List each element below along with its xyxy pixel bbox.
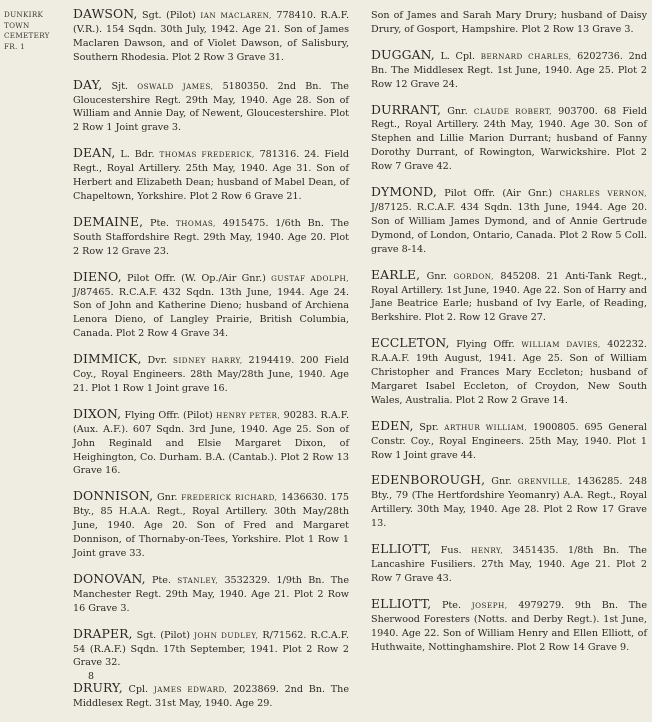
casualty-entry: [371, 103, 647, 175]
given-names: FREDERICK RICHARD,: [181, 493, 278, 503]
given-names: SIDNEY HARRY,: [173, 356, 243, 366]
surname: DURRANT,: [371, 101, 442, 117]
surname: DONNISON,: [73, 488, 154, 504]
surname: DIENO,: [73, 268, 122, 284]
casualty-entry: [73, 681, 349, 711]
rank: Spr.: [413, 421, 445, 433]
casualty-entry: [371, 597, 647, 655]
casualty-entry: [73, 489, 349, 561]
given-names: GRENVILLE,: [517, 477, 571, 487]
entry-details: 6202736. 2nd Bn. The Middlesex Regt. 1st June, 1940. Age 25. Plot 2 Row 12 Grave 24.: [371, 50, 647, 90]
entry-details: J/87465. R.C.A.F. 432 Sqdn. 13th June, 1944. Age 24. Son of John and Katherine Dieno; husband of Archiena Lenora Dieno, of Langley Prairie, British Columbia, Canada. Plot 2 Row 4 Grave 34.: [73, 286, 349, 340]
casualty-entry: [371, 48, 647, 92]
surname: EDENBOROUGH,: [371, 472, 486, 488]
casualty-entry: [73, 146, 349, 204]
casualty-entry: [73, 270, 349, 342]
entry-details: 4915475. 1/6th Bn. The South Staffordshire Regt. 29th May, 1940. Age 20. Plot 2 Row 12 Grave 23.: [73, 217, 350, 257]
surname: DRURY,: [73, 680, 123, 696]
surname: DONOVAN,: [73, 570, 146, 586]
rank: Pte.: [145, 574, 178, 586]
location-line: DUNKIRK: [4, 10, 44, 19]
rank: Cpl.: [122, 684, 154, 696]
casualty-entry-continued: [371, 7, 647, 37]
given-names: JAMES EDWARD,: [153, 685, 228, 695]
entry-details: 845208. 21 Anti-Tank Regt., Royal Artillery. 1st June, 1940. Age 22. Son of Harry and Jane Beatrice Earle; husband of Ivy Earle, of Reading, Berkshire. Plot 2. Row 12 Grave 27.: [371, 270, 647, 324]
given-names: GORDON,: [453, 271, 494, 281]
entry-details: 90283. R.A.F. (Aux. A.F.). 607 Sqdn. 3rd June, 1940. Age 25. Son of John Reginald and Elsie Margaret Dixon, of Heighington, Co. Durham. B.A. (Cantab.). Plot 2 Row 13 Grave 16.: [73, 409, 350, 477]
given-names: THOMAS FREDERICK,: [159, 150, 255, 160]
rank: Pte.: [431, 599, 472, 611]
surname: DIXON,: [73, 405, 122, 421]
given-names: JOSEPH,: [471, 600, 508, 610]
location-line: CEMETERY: [4, 31, 50, 40]
surname: DRAPER,: [73, 625, 133, 641]
entry-details: 1436630. 175 Bty., 85 H.A.A. Regt., Royal Artillery. 30th May/28th June, 1940. Age 20. Son of Fred and Margaret Donnison, of Thornaby-on-Tees, Yorkshire. Plot 1 Row 1 Joint grave 33.: [73, 492, 349, 559]
given-names: HENRY PETER,: [216, 410, 281, 420]
entry-details: 1436285. 248 Bty., 79 (The Hertfordshire Yeomanry) A.A. Regt., Royal Artillery. 30th May, 1940. Age 28. Plot 2 Row 17 Grave 13.: [371, 476, 647, 530]
casualty-entry: [371, 542, 647, 586]
rank: Gnr.: [153, 492, 182, 504]
casualty-entry: [73, 7, 349, 65]
given-names: WILLIAM DAVIES,: [521, 340, 601, 350]
surname: DAY,: [73, 76, 103, 92]
entry-details: 4979279. 9th Bn. The Sherwood Foresters (Notts. and Derby Regt.). 1st June, 1940. Age 22. Son of William Henry and Ellen Elliott, of Huthwaite, Nottinghamshire. Plot 2 Row 14 Grave 9.: [371, 599, 647, 653]
rank: Sgt. (Pilot): [137, 10, 201, 21]
entry-details: 781316. 24. Field Regt., Royal Artillery. 25th May, 1940. Age 31. Son of Herbert and Elizabeth Dean; husband of Mabel Dean, of Chapeltown, Yorkshire. Plot 2 Row 6 Grave 21.: [73, 149, 349, 202]
entry-details: 1900805. 695 General Constr. Coy., Royal Engineers. 25th May, 1940. Plot 1 Row 1 Joint grave 44.: [371, 421, 647, 461]
entry-details: Son of James and Sarah Mary Drury; husband of Daisy Drury, of Gosport, Hampshire. Plot 2 Row 13 Grave 3.: [371, 10, 647, 35]
rank: L. Cpl.: [434, 50, 481, 62]
given-names: CLAUDE ROBERT,: [473, 106, 552, 116]
surname: DEMAINE,: [73, 213, 144, 229]
rank: Flying Offr.: [449, 339, 522, 351]
given-names: STANLEY,: [177, 575, 219, 585]
given-names: IAN MACLAREN,: [200, 11, 272, 20]
cemetery-location: [4, 10, 50, 52]
entry-details: R/71562. R.C.A.F. 54 (R.A.F.) Sqdn. 17th September, 1941. Plot 2 Row 2 Grave 32.: [73, 629, 349, 669]
given-names: GUSTAF ADOLPH,: [271, 273, 350, 283]
given-names: BERNARD CHARLES,: [480, 51, 572, 61]
surname: DUGGAN,: [371, 46, 435, 62]
surname: ECCLETON,: [371, 335, 450, 351]
given-names: ARTHUR WILLIAM,: [444, 422, 528, 432]
rank: Sgt. (Pilot): [132, 629, 195, 641]
casualty-entry: [371, 185, 647, 257]
right-column: [371, 7, 647, 665]
entry-details: 778410. R.A.F. (V.R.). 154 Sqdn. 30th July, 1942. Age 21. Son of James Maclaren Dawson, and of Violet Dawson, of Salisbury, Southern Rhodesia. Plot 2 Row 3 Grave 31.: [73, 10, 350, 63]
casualty-entry: [73, 627, 349, 671]
given-names: OSWALD JAMES,: [137, 81, 214, 91]
casualty-entry: [371, 336, 647, 408]
casualty-entry: [73, 215, 349, 259]
location-line: FR. 1: [4, 41, 26, 51]
casualty-entry: [73, 407, 349, 479]
location-line: TOWN: [4, 20, 30, 30]
surname: EDEN,: [371, 417, 414, 433]
rank: Gnr.: [485, 476, 518, 488]
casualty-entry: [371, 268, 647, 326]
page-number: 8: [88, 671, 95, 682]
casualty-entry: [371, 473, 647, 531]
entry-details: 2023869. 2nd Bn. The Middlesex Regt. 31st May, 1940. Age 29.: [73, 684, 349, 710]
casualty-entry: [73, 572, 349, 616]
rank: Dvr.: [141, 355, 174, 367]
surname: DYMOND,: [371, 184, 437, 200]
surname: DAWSON,: [73, 6, 138, 21]
casualty-entry: [73, 352, 349, 396]
entry-details: 3451435. 1/8th Bn. The Lancashire Fusiliers. 27th May, 1940. Age 21. Plot 2 Row 7 Grave 43.: [371, 545, 647, 584]
given-names: CHARLES VERNON,: [559, 189, 647, 199]
entry-details: 903700. 68 Field Regt., Royal Artillery. 24th May, 1940. Age 30. Son of Stephen and Lillie Marion Durrant; husband of Fanny Dorothy Durrant, of Rowington, Warwickshire. Plot 2 Row 7 Grave 42.: [371, 105, 647, 173]
left-column: [73, 7, 349, 722]
surname: DIMMICK,: [73, 351, 142, 367]
given-names: JOHN DUDLEY,: [194, 630, 259, 640]
surname: ELLIOTT,: [371, 541, 432, 557]
entry-details: 2194419. 200 Field Coy., Royal Engineers. 28th May/28th June, 1940. Age 21. Plot 1 Row 1 Joint grave 16.: [73, 355, 349, 394]
rank: Gnr.: [441, 105, 474, 117]
rank: L. Bdr.: [115, 149, 160, 161]
surname: ELLIOTT,: [371, 595, 432, 611]
rank: Pilot Offr. (Air Gnr.): [436, 188, 560, 200]
rank: Gnr.: [420, 270, 454, 282]
rank: Flying Offr. (Pilot): [121, 409, 217, 421]
entry-details: 402232. R.A.A.F. 19th August, 1941. Age 25. Son of William Christopher and Frances Mary Eccleton; husband of Margaret Isabel Eccleton, of Croydon, New South Wales, Australia. Plot 2 Row 2 Grave 14.: [371, 339, 647, 406]
rank: Sjt.: [102, 80, 138, 92]
rank: Pilot Offr. (W. Op./Air Gnr.): [121, 272, 272, 284]
surname: EARLE,: [371, 266, 421, 282]
rank: Fus.: [431, 545, 472, 557]
given-names: THOMAS,: [175, 218, 216, 228]
given-names: HENRY,: [471, 546, 504, 556]
entry-details: 3532329. 1/9th Bn. The Manchester Regt. 29th May, 1940. Age 21. Plot 2 Row 16 Grave 3.: [73, 574, 349, 614]
rank: Pte.: [143, 217, 176, 229]
surname: DEAN,: [73, 145, 116, 161]
casualty-entry: [371, 419, 647, 463]
casualty-entry: [73, 78, 349, 136]
entry-details: J/87125. R.C.A.F. 434 Sqdn. 13th June, 1944. Age 20. Son of William James Dymond, and of Annie Gertrude Dymond, of London, Ontario, Canada. Plot 2 Row 5 Coll. grave 8-14.: [371, 201, 647, 255]
entry-details: 5180350. 2nd Bn. The Gloucestershire Regt. 29th May, 1940. Age 28. Son of William and Annie Day, of Newent, Gloucestershire. Plot 2 Row 1 Joint grave 3.: [73, 80, 349, 134]
